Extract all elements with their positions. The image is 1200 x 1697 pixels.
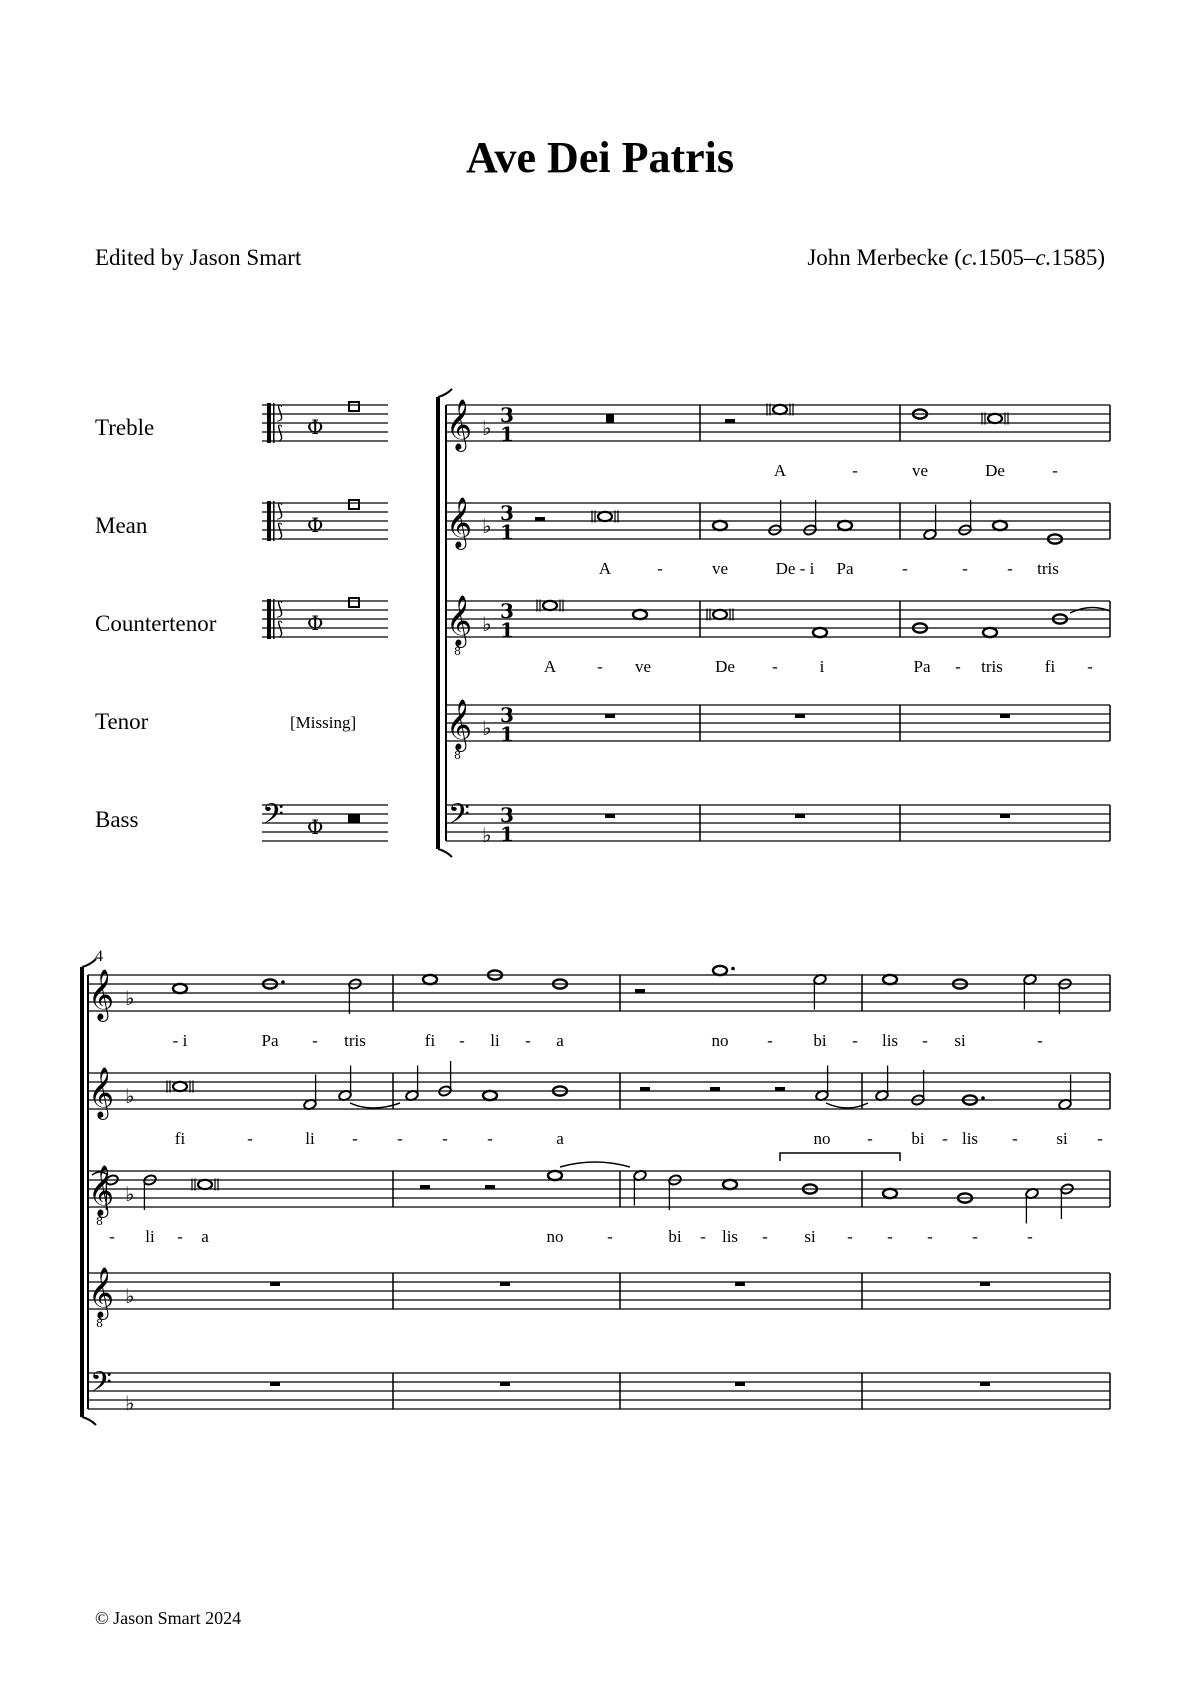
half-rest <box>725 419 735 423</box>
lyric-mean: - <box>942 1129 948 1148</box>
page-title: Ave Dei Patris <box>466 133 734 182</box>
lyric-treble: si <box>954 1031 966 1050</box>
half-rest <box>640 1087 650 1091</box>
c-clef-curl: ⟆ <box>276 500 284 522</box>
lyric-mean: lis <box>961 1129 979 1148</box>
c-clef <box>267 501 275 541</box>
bass-clef: 𝄢 <box>448 798 470 838</box>
incipit-breve <box>349 598 359 607</box>
c-clef-curl: ⟆ <box>276 520 284 542</box>
rest <box>605 714 615 718</box>
flat-sign: ♭ <box>482 416 492 440</box>
lyric-countertenor: - <box>772 657 778 676</box>
notehead <box>198 1180 212 1189</box>
lyric-mean: - <box>442 1129 448 1148</box>
time-sig-1: 1 <box>500 422 514 446</box>
octave-8: 8 <box>96 1215 103 1228</box>
bass-clef: 𝄢 <box>262 798 284 838</box>
time-sig-1: 1 <box>500 618 514 642</box>
voice-name-tenor: Tenor <box>95 709 149 734</box>
rest <box>795 714 805 718</box>
flat-sign: ♭ <box>482 612 492 636</box>
half-note <box>875 1066 889 1102</box>
lyric-countertenor: De <box>715 657 735 676</box>
bracket-tip <box>438 389 452 397</box>
half-note <box>813 974 827 1010</box>
notehead <box>773 405 787 414</box>
lyric-mean: fi <box>174 1129 186 1148</box>
rest <box>605 814 615 818</box>
treble-clef: 𝄞 <box>446 399 473 450</box>
mensuration-sign: Φ <box>307 611 324 635</box>
time-sig-3: 3 <box>500 501 514 525</box>
c-clef-curl: ⟆ <box>276 422 284 444</box>
notehead <box>173 1082 187 1091</box>
half-rest <box>775 1087 785 1091</box>
lyric-countertenor: - <box>847 1227 853 1246</box>
dot <box>981 1096 985 1100</box>
lyric-mean: - <box>352 1129 358 1148</box>
c-clef-bar <box>273 403 275 443</box>
voice-name-bass: Bass <box>95 807 139 832</box>
half-note <box>303 1075 317 1111</box>
whole-note <box>723 1180 737 1189</box>
bass-clef: 𝄢 <box>90 1366 112 1406</box>
lyric-mean: - <box>1097 1129 1103 1148</box>
notehead <box>713 610 727 619</box>
whole-note <box>633 610 647 619</box>
c-clef-bar <box>267 403 271 443</box>
c-clef-curl: ⟆ <box>276 598 284 620</box>
lyric-countertenor: - <box>955 657 961 676</box>
rest <box>735 1382 745 1386</box>
lyric-countertenor: - <box>109 1227 115 1246</box>
flat-sign: ♭ <box>482 716 492 740</box>
half-rest <box>485 1185 495 1189</box>
time-sig-1: 1 <box>500 822 514 846</box>
lyric-mean: si <box>1056 1129 1068 1148</box>
lyric-mean: a <box>556 1129 564 1148</box>
whole-note <box>983 628 997 637</box>
time-sig-1: 1 <box>500 722 514 746</box>
lyric-countertenor: - <box>597 657 603 676</box>
rest <box>795 814 805 818</box>
whole-note <box>993 521 1007 530</box>
lyric-mean: Pa <box>836 559 854 578</box>
lyric-countertenor: i <box>819 657 825 676</box>
flat-sign: ♭ <box>482 514 492 538</box>
mensuration-sign: Φ <box>307 815 324 839</box>
half-rest <box>635 989 645 993</box>
incipit-breve <box>349 500 359 509</box>
dot <box>281 980 285 984</box>
flat-sign: ♭ <box>125 1084 135 1108</box>
treble-clef: 𝄞 <box>88 1067 115 1118</box>
octave-8: 8 <box>96 1317 103 1330</box>
notehead <box>543 601 557 610</box>
lyric-treble: no <box>711 1031 729 1050</box>
rest <box>500 1382 510 1386</box>
lyric-countertenor: ve <box>634 657 652 676</box>
lyric-countertenor: - <box>762 1227 768 1246</box>
lyric-treble: bi <box>813 1031 827 1050</box>
treble-clef: 𝄞 <box>88 1165 115 1216</box>
composer-credit: John Merbecke (c.1505–c.1585) <box>807 245 1105 270</box>
lyric-countertenor: A <box>543 657 557 676</box>
c-clef-curl: ⟆ <box>276 618 284 640</box>
bracket-tip <box>438 849 452 857</box>
editor-credit: Edited by Jason Smart <box>95 245 302 270</box>
octave-8: 8 <box>454 645 461 658</box>
whole-note <box>483 1091 497 1100</box>
voice-name-treble: Treble <box>95 415 155 440</box>
lyric-treble: De <box>985 461 1005 480</box>
lyric-mean: - <box>902 559 908 578</box>
lyric-mean: - <box>1012 1129 1018 1148</box>
lyric-treble: a <box>556 1031 564 1050</box>
flat-sign: ♭ <box>125 1182 135 1206</box>
rest <box>980 1382 990 1386</box>
rest <box>1000 814 1010 818</box>
lyric-mean: - <box>962 559 968 578</box>
rest <box>735 1282 745 1286</box>
lyric-countertenor: fi <box>1044 657 1056 676</box>
dot <box>731 967 735 971</box>
treble-clef: 𝄞 <box>446 699 473 750</box>
half-note <box>338 1066 352 1102</box>
lyric-mean: - <box>247 1129 253 1148</box>
voice-name-mean: Mean <box>95 513 148 538</box>
half-note <box>815 1066 829 1102</box>
flat-sign: ♭ <box>482 823 492 847</box>
lyric-mean: A <box>598 559 612 578</box>
c-clef-bar <box>267 501 271 541</box>
flat-sign: ♭ <box>125 1391 135 1415</box>
whole-note <box>548 1171 562 1180</box>
c-clef-bar <box>267 599 271 639</box>
lyric-countertenor: - <box>887 1227 893 1246</box>
whole-note <box>713 521 727 530</box>
lyric-countertenor: bi <box>668 1227 682 1246</box>
treble-clef: 𝄞 <box>446 497 473 548</box>
lyric-treble: - <box>922 1031 928 1050</box>
lyric-treble: - <box>1052 461 1058 480</box>
flat-sign: ♭ <box>125 1284 135 1308</box>
whole-note <box>423 975 437 984</box>
tenor-missing-note: [Missing] <box>290 713 357 732</box>
time-sig-3: 3 <box>500 703 514 727</box>
time-sig-3: 3 <box>500 599 514 623</box>
voice-name-countertenor: Countertenor <box>95 611 217 636</box>
lyric-treble: Pa <box>261 1031 279 1050</box>
lyric-treble: lis <box>881 1031 899 1050</box>
measure-number: 4 <box>95 948 103 965</box>
half-rest <box>420 1185 430 1189</box>
lyric-mean: - <box>867 1129 873 1148</box>
time-sig-1: 1 <box>500 520 514 544</box>
lyric-countertenor: - <box>700 1227 706 1246</box>
lyric-countertenor: lis <box>721 1227 739 1246</box>
lyric-treble: - <box>767 1031 773 1050</box>
incipit-breve <box>349 402 359 411</box>
half-rest <box>710 1087 720 1091</box>
lyric-mean: tris <box>1037 559 1059 578</box>
lyric-treble: - <box>312 1031 318 1050</box>
bracket-tip <box>82 1417 96 1425</box>
bracket-tip <box>82 959 96 967</box>
treble-clef: 𝄞 <box>88 969 115 1020</box>
lyric-countertenor: - <box>972 1227 978 1246</box>
whole-note <box>813 628 827 637</box>
lyric-treble: ve <box>911 461 929 480</box>
lyric-treble: A <box>773 461 787 480</box>
notehead <box>988 414 1002 423</box>
treble-clef: 𝄞 <box>88 1267 115 1318</box>
lyric-treble: - <box>1037 1031 1043 1050</box>
lyric-countertenor: no <box>546 1227 564 1246</box>
half-note <box>1023 974 1037 1010</box>
c-clef-bar <box>273 501 275 541</box>
rest <box>270 1382 280 1386</box>
c-clef-curl: ⟆ <box>276 402 284 424</box>
time-sig-3: 3 <box>500 803 514 827</box>
half-note <box>1025 1188 1039 1224</box>
lyric-mean: - <box>487 1129 493 1148</box>
rest <box>500 1282 510 1286</box>
c-clef <box>267 403 275 443</box>
whole-note <box>883 1189 897 1198</box>
flat-sign: ♭ <box>125 986 135 1010</box>
lyric-countertenor: - <box>177 1227 183 1246</box>
rest <box>270 1282 280 1286</box>
c-clef <box>267 599 275 639</box>
half-note <box>633 1170 647 1206</box>
rest <box>980 1282 990 1286</box>
copyright: © Jason Smart 2024 <box>95 1608 242 1628</box>
rest <box>1000 714 1010 718</box>
lyric-treble: - <box>852 1031 858 1050</box>
lyric-countertenor: - <box>607 1227 613 1246</box>
lyric-countertenor: - <box>1027 1227 1033 1246</box>
half-note <box>405 1066 419 1102</box>
mensuration-sign: Φ <box>307 415 324 439</box>
lyric-mean: li <box>305 1129 315 1148</box>
c-clef-bar <box>273 599 275 639</box>
lyric-countertenor: li <box>145 1227 155 1246</box>
lyric-countertenor: tris <box>981 657 1003 676</box>
lyric-mean: bi <box>911 1129 925 1148</box>
treble-clef: 𝄞 <box>446 595 473 646</box>
lyric-countertenor: Pa <box>913 657 931 676</box>
octave-8: 8 <box>454 749 461 762</box>
lyric-countertenor: a <box>201 1227 209 1246</box>
lyric-mean: - <box>1007 559 1013 578</box>
whole-note <box>838 521 852 530</box>
lyric-treble: tris <box>344 1031 366 1050</box>
time-sig-3: 3 <box>500 403 514 427</box>
tie <box>560 1162 630 1167</box>
half-note <box>923 505 937 541</box>
lyric-mean: - <box>397 1129 403 1148</box>
whole-note <box>883 975 897 984</box>
lyric-countertenor: - <box>927 1227 933 1246</box>
whole-note <box>173 984 187 993</box>
ligature-bracket <box>780 1153 900 1161</box>
half-note <box>1058 1075 1072 1111</box>
lyric-countertenor: si <box>804 1227 816 1246</box>
incipit-rest <box>348 814 360 823</box>
lyric-treble: fi <box>424 1031 436 1050</box>
lyric-mean: De - i <box>775 559 815 578</box>
lyric-treble: - <box>852 461 858 480</box>
lyric-treble: - <box>459 1031 465 1050</box>
half-rest <box>535 517 545 521</box>
lyric-mean: ve <box>711 559 729 578</box>
lyric-treble: li <box>490 1031 500 1050</box>
mensuration-sign: Φ <box>307 513 324 537</box>
lyric-treble: - i <box>172 1031 188 1050</box>
lyric-treble: - <box>525 1031 531 1050</box>
breve-rest <box>606 414 614 423</box>
lyric-mean: - <box>657 559 663 578</box>
notehead <box>598 512 612 521</box>
whole-note <box>713 966 727 975</box>
lyric-mean: no <box>813 1129 831 1148</box>
lyric-countertenor: - <box>1087 657 1093 676</box>
